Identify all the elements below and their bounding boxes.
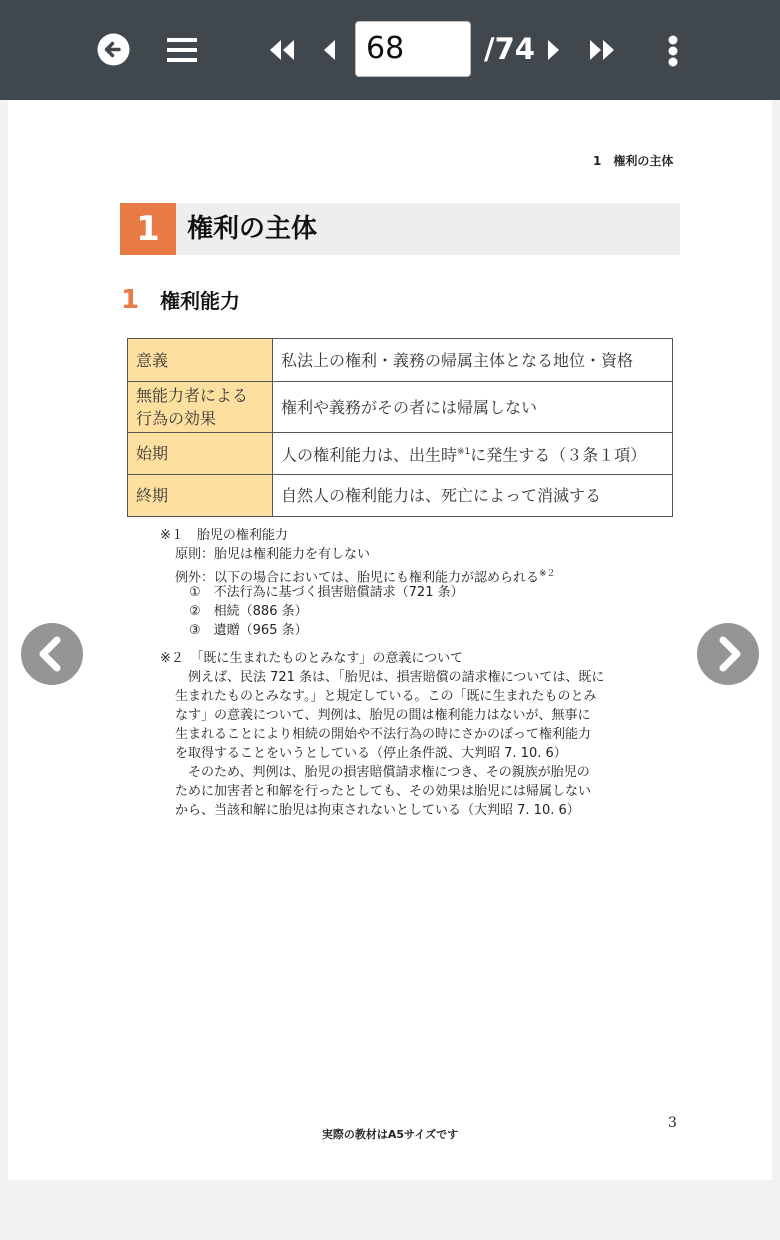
table-value-text: 人の権利能力は、出生時 [281, 445, 458, 465]
triangle-left-icon[interactable] [324, 40, 336, 60]
table-key-line: 行為の効果 [136, 409, 217, 428]
table-row [128, 433, 673, 475]
chapter-number: 1 [120, 203, 176, 255]
page-footer: 実際の教材はA5サイズです [321, 1128, 459, 1141]
table-value-text: に発生する（３条１項） [470, 445, 647, 465]
note2-line: 生まれることにより相続の開始や不法行為の時にさかのぼって権利能力 [175, 727, 592, 742]
note1-exception-text: 例外：以下の場合においては、胎児にも権利能力が認められる [175, 570, 540, 586]
arrow-left-circle-icon[interactable] [97, 33, 130, 66]
note2-heading: ※２ 「既に生まれたものとみなす」の意義について [160, 651, 464, 666]
triangle-right-icon[interactable] [547, 40, 559, 60]
total-pages-label: /74 [484, 32, 535, 66]
running-head: 1 権利の主体 [593, 154, 674, 168]
chapter-title: 権利の主体 [187, 214, 318, 244]
table-key: 始期 [128, 433, 273, 475]
page-number-input[interactable]: 68 [355, 21, 471, 77]
list-item: ② 相続（886 条） [189, 604, 308, 619]
table-key [128, 382, 273, 433]
note1-principle: 原則：胎児は権利能力を有しない [175, 547, 371, 562]
table-key-line: 無能力者による [136, 386, 249, 405]
vertical-dots-icon[interactable] [667, 35, 679, 67]
table-value: 自然人の権利能力は、死亡によって消滅する [273, 475, 673, 517]
table-value [273, 433, 673, 475]
note2-line: そのため、判例は、胎児の損害賠償請求権につき、その親族が胎児の [175, 765, 590, 780]
viewer-toolbar [0, 0, 780, 100]
note1-heading: ※１ 胎児の権利能力 [160, 528, 288, 543]
table-row [128, 475, 673, 517]
chevron-right-circle-icon [697, 623, 759, 685]
table-key: 終期 [128, 475, 273, 517]
note2-line: なす」の意義について、判例は、胎児の間は権利能力はないが、無事に [175, 708, 591, 723]
section-title: 権利能力 [160, 289, 240, 313]
section-number: 1 [121, 285, 140, 315]
footnote-ref: ※1 [457, 446, 471, 457]
footnote-ref: ※２ [539, 569, 556, 579]
definition-table [127, 338, 673, 517]
note2-line: から、当該和解に胎児は拘束されないとしている（大判昭 7. 10. 6） [175, 803, 580, 818]
note2-line: を取得することをいうとしている（停止条件説、大判昭 7. 10. 6） [175, 746, 567, 761]
hamburger-icon[interactable] [167, 37, 197, 63]
table-value: 権利や義務がその者には帰属しない [273, 382, 673, 433]
note2-line: 生まれたものとみなす。」と規定している。この「既に生まれたものとみ [175, 689, 597, 704]
table-value: 私法上の権利・義務の帰属主体となる地位・資格 [273, 339, 673, 382]
double-chevron-right-icon[interactable] [589, 39, 615, 61]
chevron-left-circle-icon [21, 623, 83, 685]
table-row [128, 339, 673, 382]
table-key: 意義 [128, 339, 273, 382]
next-page-button[interactable] [697, 623, 759, 685]
table-row [128, 382, 673, 433]
note2-line: 例えば、民法 721 条は、「胎児は、損害賠償の請求権については、既に [175, 670, 605, 685]
prev-page-button[interactable] [21, 623, 83, 685]
document-page [8, 100, 772, 1180]
list-item: ③ 遺贈（965 条） [189, 623, 308, 638]
page-number: 3 [668, 1115, 677, 1131]
list-item: ① 不法行為に基づく損害賠償請求（721 条） [189, 585, 464, 600]
note2-line: ために加害者と和解を行ったとしても、その効果は胎児には帰属しない [175, 784, 592, 799]
double-chevron-left-icon[interactable] [269, 39, 295, 61]
